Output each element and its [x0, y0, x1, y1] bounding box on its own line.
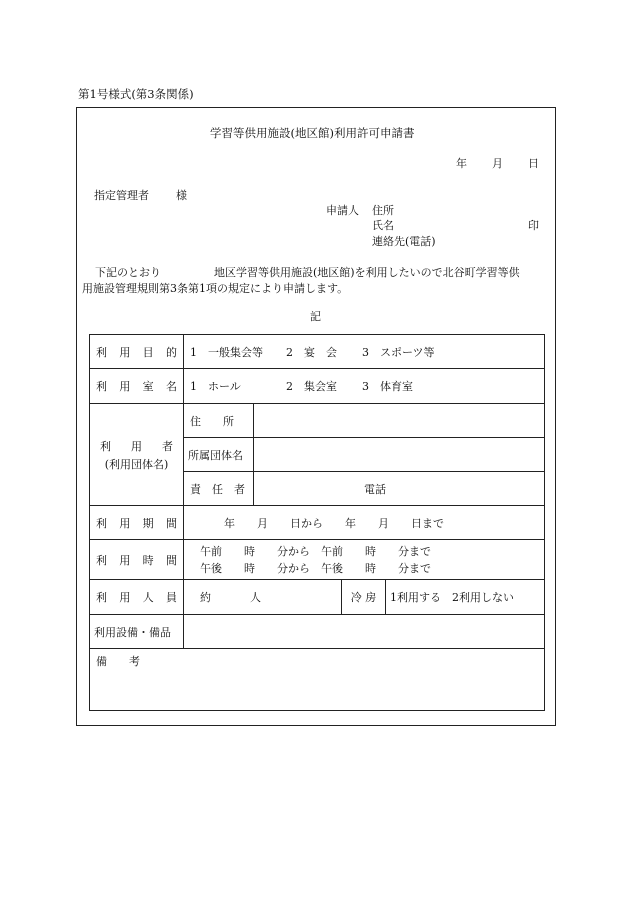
time-line-am: 午前 時 分から 午前 時 分まで [200, 544, 431, 558]
purpose-option-3[interactable]: 3 スポーツ等 [362, 345, 435, 359]
purpose-option-1[interactable]: 1 一般集会等 [190, 345, 263, 359]
user-rep-label: 責 任 者 [184, 472, 254, 506]
phone-label: 電話 [364, 482, 386, 496]
equipment-row [90, 615, 545, 649]
people-unit: 人 [250, 591, 261, 604]
period-field[interactable]: 年 月 日から 年 月 日まで [184, 506, 545, 540]
user-group-label: 所属団体名 [184, 438, 254, 472]
period-label: 利 用 期 間 [90, 506, 184, 540]
room-option-3[interactable]: 3 体育室 [362, 380, 413, 393]
room-label: 利 用 室 名 [90, 369, 184, 404]
equipment-label: 利用設備・備品 [90, 615, 184, 649]
people-row [90, 580, 545, 615]
user-address-field[interactable] [254, 404, 545, 438]
room-row [90, 369, 545, 404]
date-year: 年 [456, 157, 467, 170]
user-address-label: 住 所 [184, 404, 254, 438]
time-row [90, 540, 545, 580]
body-text-line2: 用施設管理規則第3条第1項の規定により申請します。 [82, 282, 349, 295]
purpose-options[interactable] [184, 335, 545, 369]
form-number: 第1号様式(第3条関係) [78, 87, 194, 101]
applicant-contact-label: 連絡先(電話) [372, 235, 436, 248]
date-month: 月 [492, 157, 503, 170]
ac-options[interactable]: 1利用する 2利用しない [386, 580, 545, 615]
remarks-label: 備 考 [96, 655, 140, 668]
application-table [89, 334, 545, 711]
body-text-start: 下記のとおり [95, 266, 161, 279]
people-label: 利 用 人 員 [90, 580, 184, 615]
applicant-label: 申請人 [326, 204, 359, 217]
form-title: 学習等供用施設(地区館)利用許可申請書 [210, 126, 415, 140]
date-day: 日 [528, 157, 539, 170]
purpose-label: 利 用 目 的 [90, 335, 184, 369]
body-text-line1: 地区学習等供用施設(地区館)を利用したいので北谷町学習等供 [214, 266, 520, 279]
period-row [90, 506, 545, 540]
equipment-field[interactable] [184, 615, 545, 649]
purpose-row [90, 335, 545, 369]
user-label-sub: (利用団体名) [104, 457, 169, 471]
user-group-field[interactable] [254, 438, 545, 472]
applicant-address-label: 住所 [372, 204, 394, 217]
time-line-pm: 午後 時 分から 午後 時 分まで [200, 561, 431, 575]
purpose-option-2[interactable]: 2 宴 会 [286, 345, 337, 359]
applicant-seal: 印 [528, 219, 539, 232]
remarks-row [90, 649, 545, 711]
room-option-1[interactable]: 1 ホール [190, 380, 241, 393]
remarks-field[interactable] [90, 649, 545, 711]
user-label: 利 用 者 (利用団体名) [90, 404, 184, 506]
room-options[interactable] [184, 369, 545, 404]
ki-heading: 記 [310, 310, 321, 323]
addressee-honorific: 様 [176, 189, 187, 202]
ac-label: 冷 房 [342, 580, 386, 615]
addressee-label: 指定管理者 [94, 189, 149, 202]
people-field[interactable] [184, 580, 342, 615]
user-address-row [90, 404, 545, 438]
people-approx: 約 [200, 591, 211, 604]
applicant-name-label: 氏名 [372, 219, 394, 232]
user-rep-field[interactable] [254, 472, 545, 506]
room-option-2[interactable]: 2 集会室 [286, 380, 337, 393]
time-label: 利 用 時 間 [90, 540, 184, 580]
time-field[interactable] [184, 540, 545, 580]
